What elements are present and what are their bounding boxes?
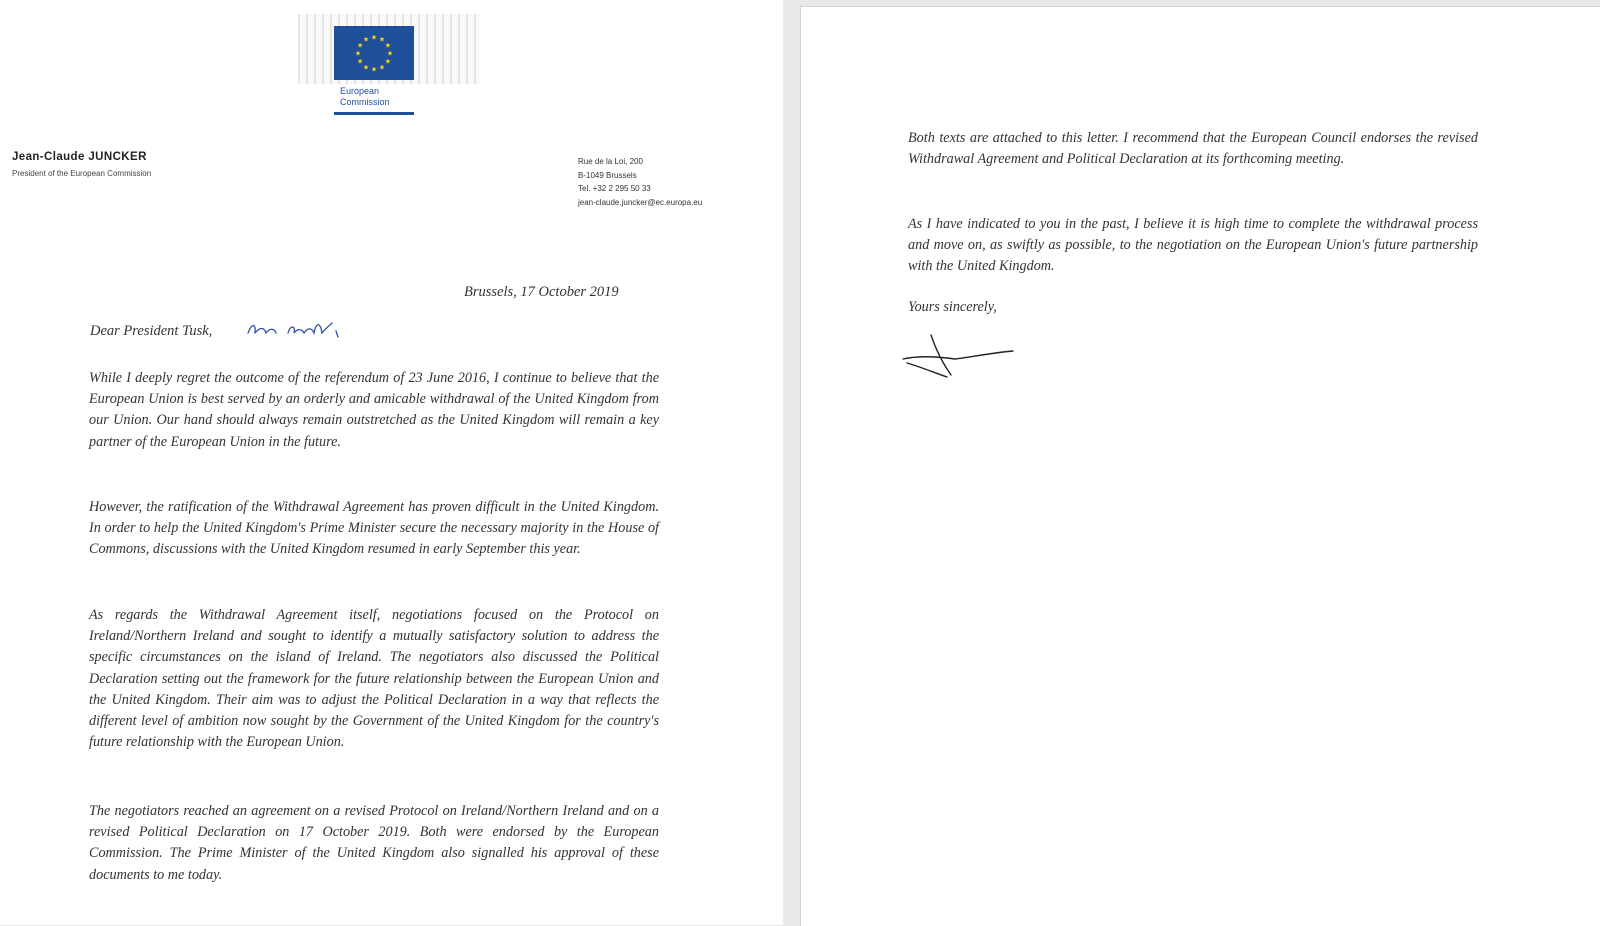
closing: Yours sincerely, [908,299,997,315]
letter-paragraph: As regards the Withdrawal Agreement itself, negotiations focused on the Protocol on Ireland/Northern Ireland and sought to identify a mutually satisfactory solution to address the specific circumstances on the island of Ireland. The negotiators also discussed the Political Declaration setting out the framework for the future relationship between the European Union and the United Kingdom. Their aim was to adjust the Political Declaration in a way that reflects the different level of ambition now sought by the Government of the United Kingdom for the country's future relationship with the European Union. [89,607,659,751]
eu-star-icon: ★ [386,49,394,58]
sender-name: Jean-Claude JUNCKER [12,151,147,163]
address-city: B-1049 Brussels [578,170,637,180]
eu-star-icon: ★ [354,49,362,58]
eu-star-icon: ★ [370,65,378,74]
letter-paragraph: While I deeply regret the outcome of the referendum of 23 June 2016, I continue to believe that the European Union is best served by an orderly and amicable withdrawal of the United Kingdom from our Union. Our hand should always remain outstretched as the United Kingdom will remain a key partner of the European Union in the future. [89,370,659,450]
letter-paragraph: Both texts are attached to this letter. I recommend that the European Council endorses the revised Withdrawal Agreement and Political Declaration at its forthcoming meeting. [908,130,1478,168]
address-street: Rue de la Loi, 200 [578,157,643,166]
letter-page-1 [0,0,783,925]
eu-star-icon: ★ [362,35,370,44]
eu-star-icon: ★ [378,63,386,72]
eu-star-icon: ★ [357,57,364,66]
eu-star-icon: ★ [370,33,378,42]
handwritten-note [246,319,346,341]
salutation: Dear President Tusk, [90,323,213,339]
signature [901,333,1017,381]
letter-paragraph: The negotiators reached an agreement on a revised Protocol on Ireland/Northern Ireland and on a revised Political Declaration on 17 October 2019. Both were endorsed by the European Commission. The Prime Minister of the United Kingdom also signalled his approval of these documents to me today. [89,803,659,883]
address-phone: Tel. +32 2 295 50 33 [578,184,651,193]
logo-underline [334,112,414,115]
eu-star-icon: ★ [378,35,386,44]
letter-paragraph: As I have indicated to you in the past, I believe it is high time to complete the withdrawal process and move on, as swiftly as possible, to the negotiation on the European Union's future partnership with the United Kingdom. [908,216,1478,275]
logo-text [340,86,390,108]
sender-title: President of the European Commission [12,169,152,178]
letter-date: Brussels, 17 October 2019 [464,284,619,300]
eu-star-icon: ★ [384,57,391,66]
address-email: jean-claude.juncker@ec.europa.eu [578,197,703,207]
eu-star-icon: ★ [384,41,391,50]
european-commission-logo [298,14,480,118]
letter-page-2 [800,6,1600,926]
eu-star-icon: ★ [362,63,370,72]
logo-line-1: European [340,86,380,96]
letter-paragraph: However, the ratification of the Withdrawal Agreement has proven difficult in the United Kingdom. In order to help the United Kingdom's Prime Minister secure the necessary majority in the House of Commons, discussions with the United Kingdom resumed in early September this year. [89,499,659,558]
eu-flag-icon [334,26,414,80]
eu-star-icon: ★ [357,41,364,50]
logo-line-2: Commission [340,97,390,107]
sender-address [578,155,702,209]
